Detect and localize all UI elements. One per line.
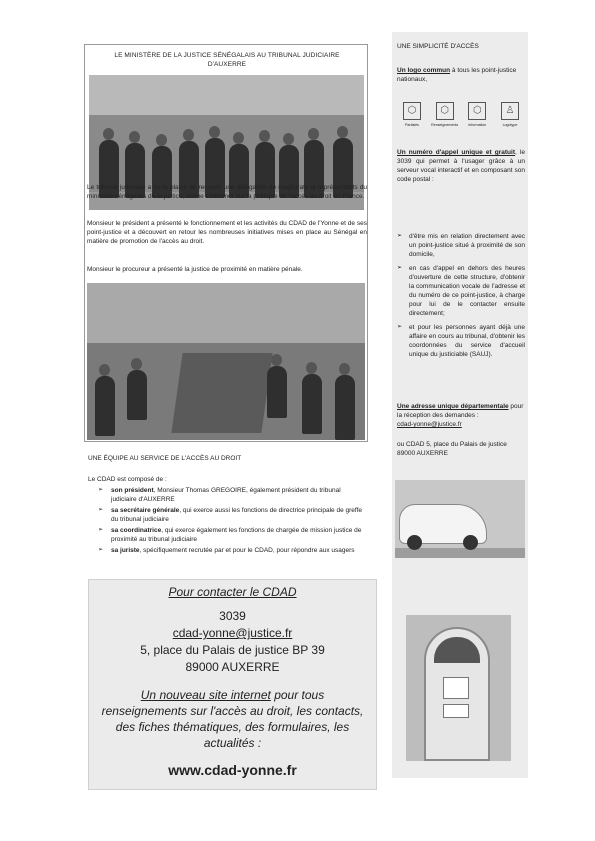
hexagon-icon: ⬡ <box>436 102 454 120</box>
list-item: ➢ en cas d'appel en dehors des heures d'ouverture de cette structure, d'obtenir la communication vocale de l'adresse et du numéro de ce point-justice, à charge pour lui de le contacter ensuite directement; <box>397 265 525 317</box>
phone-options-list <box>397 232 525 364</box>
contact-phone: 3039 <box>219 609 246 623</box>
list-item: ➢ sa coordinatrice, qui exerce également les fonctions de chargée de mission justice de proximité au tribunal judiciaire <box>98 527 362 543</box>
team-intro: Le CDAD est composé de : <box>88 476 167 483</box>
cdad-entrance-photo <box>406 615 511 761</box>
contact-box <box>88 579 377 790</box>
list-item: ➢ d'être mis en relation directement avec un point-justice situé à proximité de son domicile, <box>397 233 525 258</box>
access-sidebar <box>392 32 528 778</box>
sidebar-email-link[interactable]: cdad-yonne@justice.fr <box>397 421 462 428</box>
logo-paragraph: Un logo commun à tous les point-justice nationaux, <box>397 67 517 83</box>
arrow-bullet-icon: ➢ <box>98 547 104 553</box>
hexagon-icon: ⬡ <box>468 102 486 120</box>
website-link[interactable]: www.cdad-yonne.fr <box>168 762 297 778</box>
team-title: UNE ÉQUIPE AU SERVICE DE L'ACCÈS AU DROIT <box>88 455 242 462</box>
contact-address-line: 5, place du Palais de justice BP 39 <box>140 643 325 657</box>
arrow-bullet-icon: ➢ <box>98 527 104 533</box>
address-paragraph: Une adresse unique départementale pour la réception des demandes : <box>397 403 524 419</box>
phone-paragraph: Un numéro d'appel unique et gratuit, le 3039 qui permet à l'usager grâce à un serveur vocal interactif et en composant son code postal : <box>397 149 526 183</box>
team-list <box>98 486 362 557</box>
contact-address-city: 89000 AUXERRE <box>185 660 280 674</box>
website-description: Un nouveau site internet pour tous renseignements sur l'accès au droit, les contacts, des fiches thématiques, des formulaires, les actualités : <box>101 688 364 750</box>
sidebar-title: UNE SIMPLICITÉ D'ACCÈS <box>397 43 479 50</box>
news-title: LE MINISTÈRE DE LA JUSTICE SÉNÉGALAIS AU TRIBUNAL JUDICIAIRE D'AUXERRE <box>114 52 340 68</box>
list-item: ➢ et pour les personnes ayant déjà une affaire en cours au tribunal, d'obtenir les coordonnées du service d'accueil unique du justiciable (SAUJ). <box>397 324 525 358</box>
news-article <box>84 44 368 442</box>
list-item: ➢ sa secrétaire générale, qui exerce aussi les fonctions de directrice principale de greffe du tribunal judiciaire <box>98 507 363 523</box>
news-paragraph: Monsieur le président a présenté le fonctionnement et les activités du CDAD de l'Yonne et de ses point-justice et a découvert en retour les nombreuses initiatives mises en place au Sénégal en matière de promotion de l'accès au droit. <box>87 220 367 246</box>
contact-title: Pour contacter le CDAD <box>168 585 297 599</box>
contact-email-link[interactable]: cdad-yonne@justice.fr <box>172 626 293 640</box>
logo-icons-row: ⬡ Partialés ⬡ Renseignements ⬡ Information ♙ Logotype <box>397 100 525 140</box>
hexagon-icon: ⬡ <box>403 102 421 120</box>
list-item: ➢ son président, Monsieur Thomas GREGOIRE, également président du tribunal judiciaire d'AUXERRE <box>98 487 341 503</box>
news-paragraph: Monsieur le procureur a présenté la justice de proximité en matière pénale. <box>87 266 303 273</box>
sidebar-postal-address: ou CDAD 5, place du Palais de justice 89000 AUXERRE <box>397 441 507 457</box>
list-item: ➢ sa juriste, spécifiquement recrutée par et pour le CDAD, pour répondre aux usagers <box>98 547 355 554</box>
arrow-bullet-icon: ➢ <box>397 265 403 271</box>
arrow-bullet-icon: ➢ <box>98 507 104 513</box>
cdad-car-photo <box>395 480 525 558</box>
arrow-bullet-icon: ➢ <box>98 487 104 493</box>
person-icon: ♙ <box>501 102 519 120</box>
arrow-bullet-icon: ➢ <box>397 324 403 330</box>
meeting-room-photo <box>87 283 365 440</box>
arrow-bullet-icon: ➢ <box>397 233 403 239</box>
news-paragraph: Le tribunal judiciaire a eu le plaisir de recevoir une délégation de magistrats et représentants du ministère sénégalais de la justice, venue s'informer sur la politique de l'accès au droit en France. <box>87 184 367 201</box>
